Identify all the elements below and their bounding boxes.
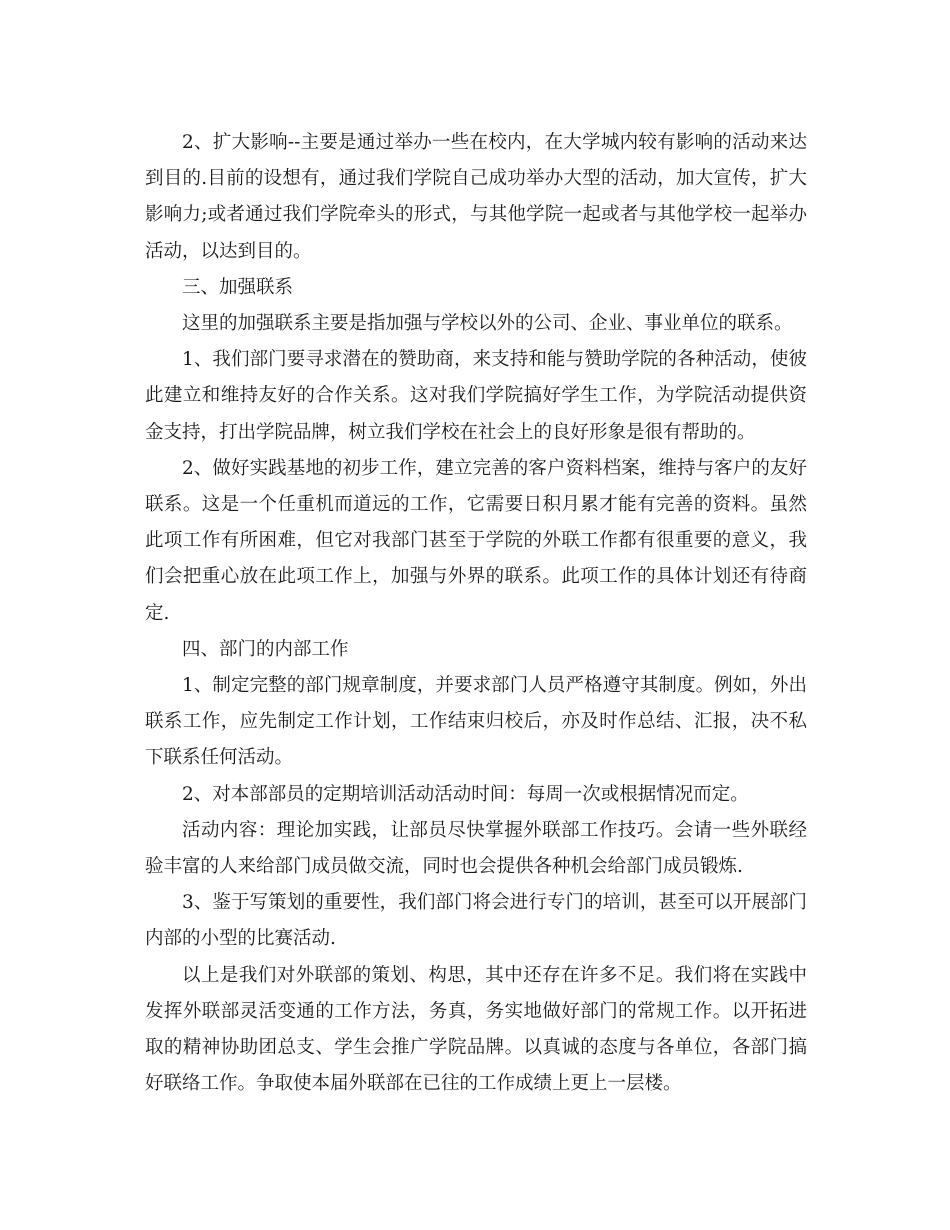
paragraph-training-time: 2、对本部部员的定期培训活动活动时间：每周一次或根据情况而定。 xyxy=(182,783,749,805)
section-heading-internal-work: 四、部门的内部工作 xyxy=(182,638,349,660)
document-body xyxy=(145,125,807,1102)
paragraph-expand-influence: 2、扩大影响--主要是通过举办一些在校内，在大学城内较有影响的活动来达到目的.目前的设想有，通过我们学院自己成功举办大型的活动，加大宣传，扩大影响力;或者通过我们学院牵头的形式，与其他学院一起或者与其他学校一起举办活动，以达到目的。 xyxy=(145,132,807,262)
section-heading-strengthen-contact: 三、加强联系 xyxy=(182,276,294,298)
paragraph-conclusion: 以上是我们对外联部的策划、构思，其中还存在许多不足。我们将在实践中发挥外联部灵活变通的工作方法，务真，务实地做好部门的常规工作。以开拓进取的精神协助团总支、学生会推广学院品牌。以真诚的态度与各单位，各部门搞好联络工作。争取使本届外联部在已往的工作成绩上更上一层楼。 xyxy=(145,964,807,1095)
paragraph-contact-definition: 这里的加强联系主要是指加强与学校以外的公司、企业、事业单位的联系。 xyxy=(182,313,793,335)
paragraph-planning-training: 3、鉴于写策划的重要性，我们部门将会进行专门的培训，甚至可以开展部门内部的小型的比赛活动. xyxy=(145,892,807,950)
paragraph-sponsors: 1、我们部门要寻求潜在的赞助商，来支持和能与赞助学院的各种活动，使彼此建立和维持友好的合作关系。这对我们学院搞好学生工作，为学院活动提供资金支持，打出学院品牌，树立我们学校在社会上的良好形象是很有帮助的。 xyxy=(145,349,807,443)
paragraph-training-content: 活动内容：理论加实践，让部员尽快掌握外联部工作技巧。会请一些外联经验丰富的人来给部门成员做交流，同时也会提供各种机会给部门成员锻炼. xyxy=(145,819,807,878)
paragraph-rules: 1、制定完整的部门规章制度，并要求部门人员严格遵守其制度。例如，外出联系工作，应先制定工作计划，工作结束归校后，亦及时作总结、汇报，决不私下联系任何活动。 xyxy=(145,675,807,769)
paragraph-practice-base: 2、做好实践基地的初步工作，建立完善的客户资料档案，维持与客户的友好联系。这是一个任重机而道远的工作，它需要日积月累才能有完善的资料。虽然此项工作有所困难，但它对我部门甚至于学院的外联工作都有很重要的意义，我们会把重心放在此项工作上，加强与外界的联系。此项工作的具体计划还有待商定. xyxy=(145,457,807,624)
